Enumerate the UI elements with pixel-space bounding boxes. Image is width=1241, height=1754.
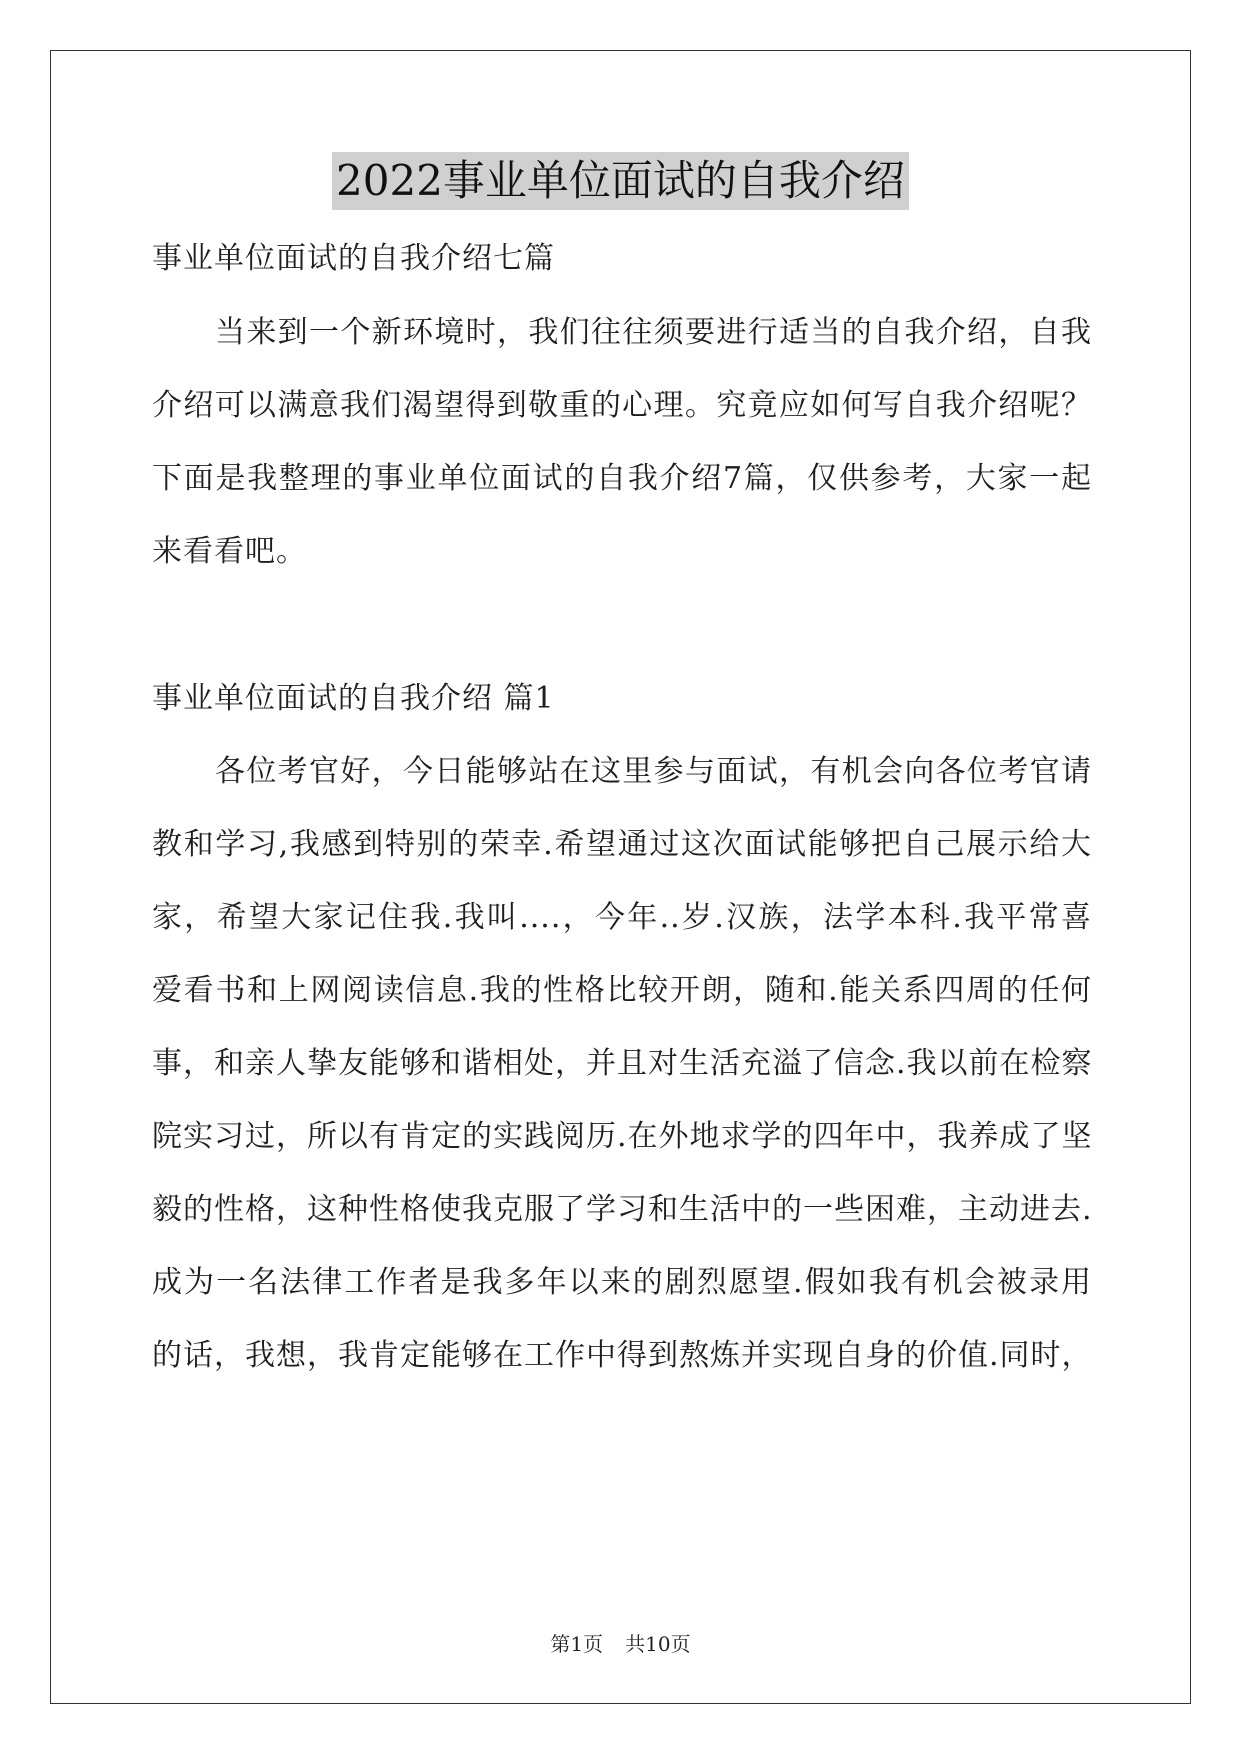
page-total: 共10页 bbox=[625, 1632, 691, 1656]
section-line: 院实习过，所以有肯定的实践阅历.在外地求学的四年中，我养成了坚 bbox=[152, 1119, 1093, 1154]
section-line: 的话，我想，我肯定能够在工作中得到熬炼并实现自身的价值.同时， bbox=[152, 1338, 1093, 1373]
intro-line: 当来到一个新环境时，我们往往须要进行适当的自我介绍，自我 bbox=[215, 315, 1092, 350]
section-line: 毅的性格，这种性格使我克服了学习和生活中的一些困难，主动进去. bbox=[152, 1192, 1093, 1227]
page-border bbox=[50, 50, 1191, 1704]
page-footer bbox=[0, 1632, 1241, 1656]
section-line: 成为一名法律工作者是我多年以来的剧烈愿望.假如我有机会被录用 bbox=[152, 1265, 1092, 1300]
section-line: 家，希望大家记住我.我叫....，今年..岁.汉族，法学本科.我平常喜 bbox=[152, 900, 1092, 935]
document-subtitle: 事业单位面试的自我介绍七篇 bbox=[152, 241, 555, 276]
section-line: 各位考官好，今日能够站在这里参与面试，有机会向各位考官请 bbox=[215, 754, 1092, 789]
section-line: 事，和亲人挚友能够和谐相处，并且对生活充溢了信念.我以前在检察 bbox=[152, 1046, 1093, 1081]
page-number: 第1页 bbox=[550, 1632, 604, 1656]
document-title: 2022事业单位面试的自我介绍 bbox=[332, 152, 909, 210]
intro-line: 介绍可以满意我们渴望得到敬重的心理。究竟应如何写自我介绍呢？ bbox=[152, 388, 1092, 423]
intro-line: 下面是我整理的事业单位面试的自我介绍7篇，仅供参考，大家一起 bbox=[152, 461, 1092, 496]
section-line: 教和学习,我感到特别的荣幸.希望通过这次面试能够把自己展示给大 bbox=[152, 827, 1092, 862]
intro-line: 来看看吧。 bbox=[152, 534, 307, 569]
title-container bbox=[0, 152, 1241, 210]
section-heading: 事业单位面试的自我介绍 篇1 bbox=[152, 681, 555, 716]
section-line: 爱看书和上网阅读信息.我的性格比较开朗，随和.能关系四周的任何 bbox=[152, 973, 1092, 1008]
